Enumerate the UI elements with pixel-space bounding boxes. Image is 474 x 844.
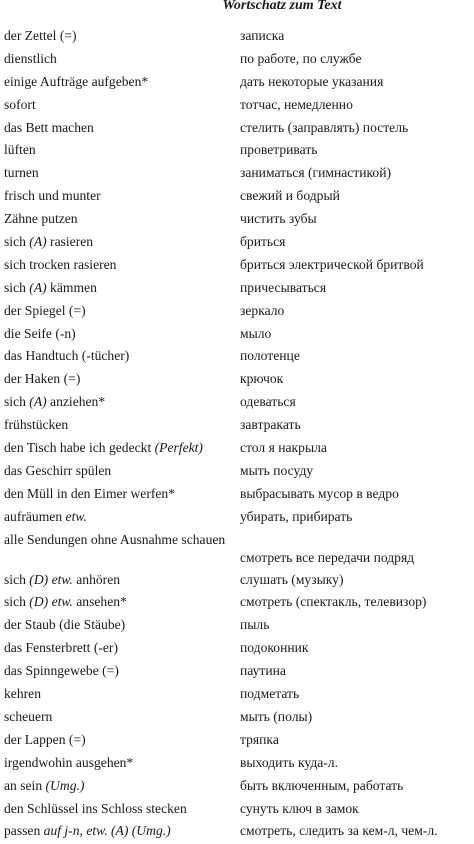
- vocab-row: [0, 615, 474, 638]
- german-term: sich (A) anziehen*: [4, 394, 106, 410]
- russian-translation: слушать (музыку): [240, 571, 344, 587]
- russian-translation: проветривать: [240, 142, 318, 158]
- russian-translation: записка: [240, 28, 285, 43]
- russian-translation: бриться электрической бритвой: [240, 256, 424, 272]
- vocab-row: [0, 530, 474, 570]
- german-term: den Müll in den Eimer werfen*: [4, 485, 176, 501]
- vocab-row: [0, 255, 474, 278]
- russian-translation: чистить зубы: [240, 211, 317, 227]
- vocab-row: [0, 570, 474, 593]
- german-term: frisch und munter: [4, 188, 101, 204]
- russian-translation: убирать, прибирать: [240, 508, 353, 524]
- german-term: der Zettel (=): [4, 28, 77, 43]
- russian-translation: заниматься (гимнастикой): [240, 165, 392, 181]
- russian-translation: подметать: [240, 686, 300, 702]
- german-term: sich (D) etw. ansehen*: [4, 594, 127, 610]
- vocab-row: [0, 209, 474, 232]
- russian-translation: пыль: [240, 617, 270, 633]
- german-term: sofort: [4, 96, 36, 112]
- russian-translation: тряпка: [240, 731, 279, 747]
- vocab-row: [0, 638, 474, 661]
- german-term: turnen: [4, 165, 39, 181]
- russian-translation: смотреть (спектакль, телевизор): [240, 594, 427, 610]
- german-term: scheuern: [4, 708, 53, 724]
- vocab-row: [0, 730, 474, 753]
- german-term: lüften: [4, 142, 36, 158]
- german-term: alle Sendungen ohne Ausnahme schauen: [4, 531, 226, 547]
- vocab-row: [0, 301, 474, 324]
- vocab-row: [0, 369, 474, 392]
- russian-translation: одеваться: [240, 394, 296, 410]
- vocab-row: [0, 799, 474, 822]
- vocab-row: [0, 776, 474, 799]
- vocab-row: [0, 707, 474, 730]
- vocab-row: [0, 753, 474, 776]
- vocab-row: [0, 232, 474, 255]
- vocab-row: [0, 118, 474, 141]
- german-term: das Bett machen: [4, 119, 94, 135]
- russian-translation: сунуть ключ в замок: [240, 800, 359, 816]
- russian-translation: смотреть все передачи подряд: [240, 549, 415, 565]
- german-term: sich (A) rasieren: [4, 234, 94, 250]
- vocab-row: [0, 484, 474, 507]
- german-term: der Spiegel (=): [4, 302, 86, 318]
- german-term: sich (A) kämmen: [4, 279, 97, 295]
- russian-translation: крючок: [240, 371, 284, 387]
- russian-translation: выходить куда-л.: [240, 754, 338, 770]
- vocab-row: [0, 324, 474, 347]
- page-title: Wortschatz zum Text: [222, 0, 342, 13]
- vocab-row: [0, 278, 474, 301]
- vocab-row: [0, 163, 474, 186]
- german-term: den Tisch habe ich gedeckt (Perfekt): [4, 440, 203, 456]
- german-term: Zähne putzen: [4, 211, 78, 227]
- german-term: an sein (Umg.): [4, 777, 85, 793]
- german-term: das Handtuch (-tücher): [4, 348, 130, 364]
- russian-translation: тотчас, немедленно: [240, 96, 353, 112]
- german-term: passen auf j-n, etw. (A) (Umg.): [4, 823, 171, 839]
- german-term: die Seife (-n): [4, 325, 76, 341]
- russian-translation: мыть посуду: [240, 462, 314, 478]
- vocab-row: [0, 346, 474, 369]
- vocab-row: [0, 438, 474, 461]
- russian-translation: смотреть, следить за кем-л, чем-л.: [240, 823, 438, 839]
- vocab-row: [0, 392, 474, 415]
- russian-translation: зеркало: [240, 302, 285, 318]
- german-term: das Geschirr spülen: [4, 462, 112, 478]
- german-term: dienstlich: [4, 50, 57, 66]
- german-term: das Fensterbrett (-er): [4, 640, 118, 656]
- vocab-row: [0, 661, 474, 684]
- german-term: den Schlüssel ins Schloss stecken: [4, 800, 187, 816]
- german-term: frühstücken: [4, 417, 69, 433]
- german-term: der Haken (=): [4, 371, 81, 387]
- german-term: sich trocken rasieren: [4, 256, 117, 272]
- vocab-row: [0, 461, 474, 484]
- russian-translation: подоконник: [240, 640, 309, 656]
- vocab-row: [0, 95, 474, 118]
- russian-translation: бриться: [240, 234, 286, 250]
- russian-translation: по работе, по службе: [240, 50, 362, 66]
- vocab-row: [0, 684, 474, 707]
- vocab-row: [0, 415, 474, 438]
- russian-translation: быть включенным, работать: [240, 777, 404, 793]
- russian-translation: паутина: [240, 663, 286, 679]
- vocab-row: [0, 592, 474, 615]
- russian-translation: дать некоторые указания: [240, 73, 384, 89]
- russian-translation: стелить (заправлять) постель: [240, 119, 409, 135]
- vocab-row: [0, 507, 474, 530]
- russian-translation: мыть (полы): [240, 708, 313, 724]
- russian-translation: выбрасывать мусор в ведро: [240, 485, 399, 501]
- vocabulary-list: [0, 26, 474, 844]
- vocab-row: [0, 140, 474, 163]
- german-term: sich (D) etw. anhören: [4, 571, 121, 587]
- russian-translation: свежий и бодрый: [240, 188, 340, 204]
- russian-translation: причесываться: [240, 279, 327, 295]
- russian-translation: полотенце: [240, 348, 300, 364]
- german-term: irgendwohin ausgehen*: [4, 754, 134, 770]
- german-term: aufräumen etw.: [4, 508, 87, 524]
- vocab-row: [0, 72, 474, 95]
- german-term: kehren: [4, 686, 41, 702]
- vocab-row: [0, 186, 474, 209]
- vocab-row: [0, 821, 474, 844]
- german-term: das Spinngewebe (=): [4, 663, 119, 679]
- german-term: der Lappen (=): [4, 731, 86, 747]
- german-term: einige Aufträge aufgeben*: [4, 73, 149, 89]
- russian-translation: мыло: [240, 325, 272, 341]
- russian-translation: стол я накрыла: [240, 440, 327, 456]
- vocab-row: [0, 49, 474, 72]
- german-term: der Staub (die Stäube): [4, 617, 126, 633]
- vocab-row: [0, 26, 474, 49]
- russian-translation: завтракать: [240, 417, 301, 433]
